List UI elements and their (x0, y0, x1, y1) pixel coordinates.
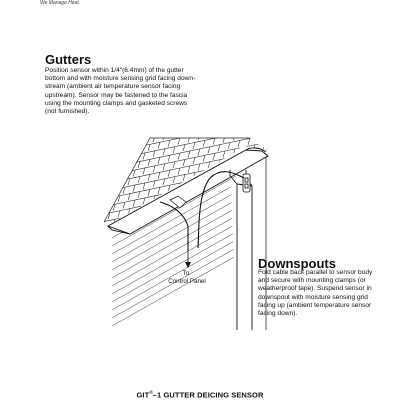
shingle-tick (233, 134, 235, 141)
shingle-tick (138, 146, 140, 153)
shingle-tick (98, 155, 100, 162)
downspout (230, 170, 252, 330)
shingle-tick (158, 157, 160, 164)
shingle-tick (223, 181, 225, 188)
shingle-tick (223, 121, 225, 128)
shingle-tick (213, 138, 215, 145)
shingle-tick (203, 140, 205, 147)
gutters-line: bottom and with moisture sensing grid facing down- (45, 75, 196, 83)
shingle-tick (178, 153, 180, 160)
shingle-tick (198, 119, 200, 126)
shingle-tick (103, 176, 105, 183)
shingle-tick (268, 104, 270, 111)
shingle-tick (123, 142, 125, 149)
shingle-tick (173, 132, 175, 139)
shingle-tick (223, 151, 225, 158)
shingle-tick (203, 200, 205, 207)
downspouts-instructions (258, 269, 386, 318)
shingle-tick (263, 113, 265, 120)
downspouts-line: and secure with mounting clamps (or (258, 277, 366, 285)
shingle-tick (138, 161, 140, 168)
shingle-tick (113, 174, 115, 181)
shingle-tick (98, 215, 100, 222)
shingle-tick (133, 140, 135, 147)
shingle-tick (118, 151, 120, 158)
shingle-tick (253, 190, 255, 197)
shingle-tick (188, 121, 190, 128)
siding-line (112, 240, 236, 310)
shingle-tick (208, 117, 210, 124)
shingle-tick (103, 161, 105, 168)
shingle-tick (183, 130, 185, 137)
downspouts-line: facing up (ambient temperature sensor (258, 301, 372, 309)
shingle-tick (218, 130, 220, 137)
downspouts-line: Fold cable back parallel to sensor body (258, 269, 373, 276)
shingle-tick (243, 192, 245, 199)
shingle-tick (98, 140, 100, 147)
shingle-tick (198, 164, 200, 171)
shingle-tick (118, 166, 120, 173)
shingle-tick (238, 110, 240, 117)
shingle-tick (168, 155, 170, 162)
registered-mark: ® (149, 390, 153, 395)
shingle-tick (138, 131, 140, 138)
shingle-tick (243, 132, 245, 139)
brand-tagline: We Manage Heat. (40, 0, 81, 6)
shingle-tick (208, 132, 210, 139)
shingle-tick (188, 151, 190, 158)
shingle-tick (128, 194, 130, 201)
shingle-tick (248, 138, 250, 145)
shingle-tick (273, 186, 275, 193)
shingle-tick (268, 134, 270, 141)
shingle-tick (118, 211, 120, 218)
shingle-tick (153, 136, 155, 143)
shingle-tick (223, 136, 225, 143)
shingle-tick (123, 187, 125, 194)
shingle-tick (133, 185, 135, 192)
shingle-tick (238, 140, 240, 147)
shingle-tick (173, 177, 175, 184)
shingle-tick (263, 128, 265, 135)
shingle-tick (143, 168, 145, 175)
shingle-tick (153, 151, 155, 158)
shingle-row-line (90, 102, 280, 142)
shingle-tick (208, 147, 210, 154)
gutters-line: (not furnished). (45, 108, 90, 116)
shingle-tick (168, 170, 170, 177)
shingle-tick (143, 198, 145, 205)
shingle-tick (123, 157, 125, 164)
shingle-tick (168, 185, 170, 192)
shingle-tick (128, 134, 130, 141)
shingle-tick (108, 153, 110, 160)
shingle-tick (178, 123, 180, 129)
shingle-tick (118, 181, 120, 188)
shingle-tick (148, 144, 150, 151)
shingle-tick (108, 138, 110, 145)
shingle-tick (183, 175, 185, 182)
shingle-tick (208, 162, 210, 169)
shingle-tick (253, 130, 255, 137)
shingle-tick (133, 170, 135, 177)
shingle-tick (258, 136, 260, 143)
siding-line (112, 200, 236, 270)
shingle-tick (273, 126, 275, 132)
gutters-line: using the mounting clamps and gasketed screws (45, 99, 188, 107)
shingle-tick (208, 192, 210, 199)
title-prefix: GIT (136, 390, 150, 400)
callout-control-panel: Control Panel (168, 278, 206, 285)
shingle-tick (158, 172, 160, 179)
shingle-tick (263, 188, 265, 195)
shingle-tick (248, 123, 250, 130)
shingle-tick (258, 106, 260, 113)
shingle-tick (108, 198, 110, 205)
shingle-tick (213, 198, 215, 205)
shingle-tick (103, 191, 105, 198)
arrow-head-icon (185, 262, 191, 268)
shingle-tick (178, 168, 180, 175)
shingle-tick (113, 144, 115, 151)
shingle-tick (168, 125, 170, 132)
shingle-tick (103, 206, 105, 213)
title-suffix: –1 GUTTER DEICING SENSOR (152, 390, 264, 400)
shingle-tick (138, 176, 140, 183)
siding-line (112, 232, 236, 302)
gutter-sensor (243, 174, 250, 192)
siding-line (112, 176, 236, 246)
shingle-tick (113, 159, 115, 166)
shingle-tick (253, 175, 255, 182)
shingle-tick (238, 185, 240, 192)
shingle-tick (123, 202, 125, 209)
shingle-tick (188, 166, 190, 173)
shingle-tick (173, 162, 175, 169)
shingle-row-line (90, 110, 280, 150)
shingle-tick (108, 183, 110, 190)
shingle-tick (193, 142, 195, 149)
shingle-tick (268, 179, 270, 186)
shingle-tick (273, 111, 275, 118)
shingle-tick (118, 136, 120, 143)
shingle-tick (183, 145, 185, 152)
shingle-tick (218, 115, 220, 122)
shingle-tick (148, 159, 150, 166)
shingle-tick (133, 200, 135, 207)
shingle-tick (253, 115, 255, 122)
shingle-tick (163, 134, 165, 141)
shingle-tick (138, 191, 140, 198)
shingle-tick (258, 166, 260, 173)
shingle-tick (273, 156, 275, 163)
callout-to: To (182, 270, 190, 277)
shingle-tick (193, 157, 195, 164)
shingle-tick (158, 142, 160, 149)
shingle-tick (133, 155, 135, 162)
shingle-tick (238, 125, 240, 132)
shingle-tick (103, 221, 105, 228)
shingle-tick (198, 149, 200, 156)
shingle-tick (98, 200, 100, 207)
shingle-tick (233, 119, 235, 126)
shingle-tick (98, 170, 100, 177)
gutters-heading: Gutters (45, 52, 92, 67)
shingle-tick (193, 127, 195, 133)
shingle-tick (143, 183, 145, 190)
shingle-tick (263, 143, 265, 150)
shingle-tick (128, 164, 130, 171)
shingle-tick (248, 108, 250, 115)
downspouts-line: weatherproof tape). Suspend sensor in (258, 285, 372, 293)
shingle-tick (273, 141, 275, 148)
shingle-tick (203, 125, 205, 132)
downspouts-line: downspout with moisture sensing grid (258, 293, 368, 301)
shingle-tick (188, 136, 190, 143)
gutters-line: Position sensor within 1/4"(6.4mm) of the gutter (45, 67, 184, 74)
shingle-tick (268, 164, 270, 171)
shingle-tick (113, 189, 115, 196)
shingle-tick (148, 174, 150, 181)
shingle-tick (163, 164, 165, 171)
shingle-tick (228, 113, 230, 120)
shingle-tick (198, 134, 200, 141)
shingle-tick (163, 179, 165, 186)
downspouts-heading: Downspouts (258, 256, 336, 271)
shingle-tick (143, 153, 145, 160)
shingle-tick (98, 185, 100, 192)
shingle-tick (258, 121, 260, 128)
shingle-tick (213, 153, 215, 160)
shingle-tick (228, 143, 230, 150)
shingle-tick (143, 138, 145, 145)
shingle-tick (163, 149, 165, 156)
shingle-tick (123, 172, 125, 179)
document-footer-title (0, 390, 400, 400)
shingle-tick (128, 179, 130, 186)
gutters-line: upstream). Sensor may be fastened to the fascia (45, 91, 188, 99)
shingle-tick (148, 189, 150, 196)
shingle-tick (263, 173, 265, 180)
shingle-tick (178, 138, 180, 145)
shingle-tick (103, 146, 105, 153)
downspouts-line: facing down). (258, 310, 298, 318)
shingle-tick (218, 145, 220, 152)
shingle-tick (233, 149, 235, 156)
siding-line (112, 256, 236, 326)
shingle-tick (168, 140, 170, 147)
shingle-tick (153, 181, 155, 188)
shingle-tick (128, 149, 130, 156)
shingle-tick (258, 181, 260, 188)
shingle-tick (268, 149, 270, 156)
shingle-tick (173, 147, 175, 154)
shingle-tick (158, 187, 160, 194)
shingle-tick (228, 128, 230, 135)
gutters-line: stream (ambient air temperature sensor facing (45, 83, 181, 91)
shingle-tick (108, 168, 110, 175)
shingle-tick (148, 129, 150, 136)
shingle-tick (203, 155, 205, 162)
shingle-tick (118, 196, 120, 203)
shingle-tick (268, 119, 270, 126)
shingle-tick (183, 160, 185, 167)
shingle-tick (243, 117, 245, 124)
shingle-tick (218, 190, 220, 197)
shingle-tick (153, 166, 155, 173)
shingle-tick (273, 171, 275, 178)
shingle-tick (158, 127, 160, 133)
shingle-tick (213, 123, 215, 129)
